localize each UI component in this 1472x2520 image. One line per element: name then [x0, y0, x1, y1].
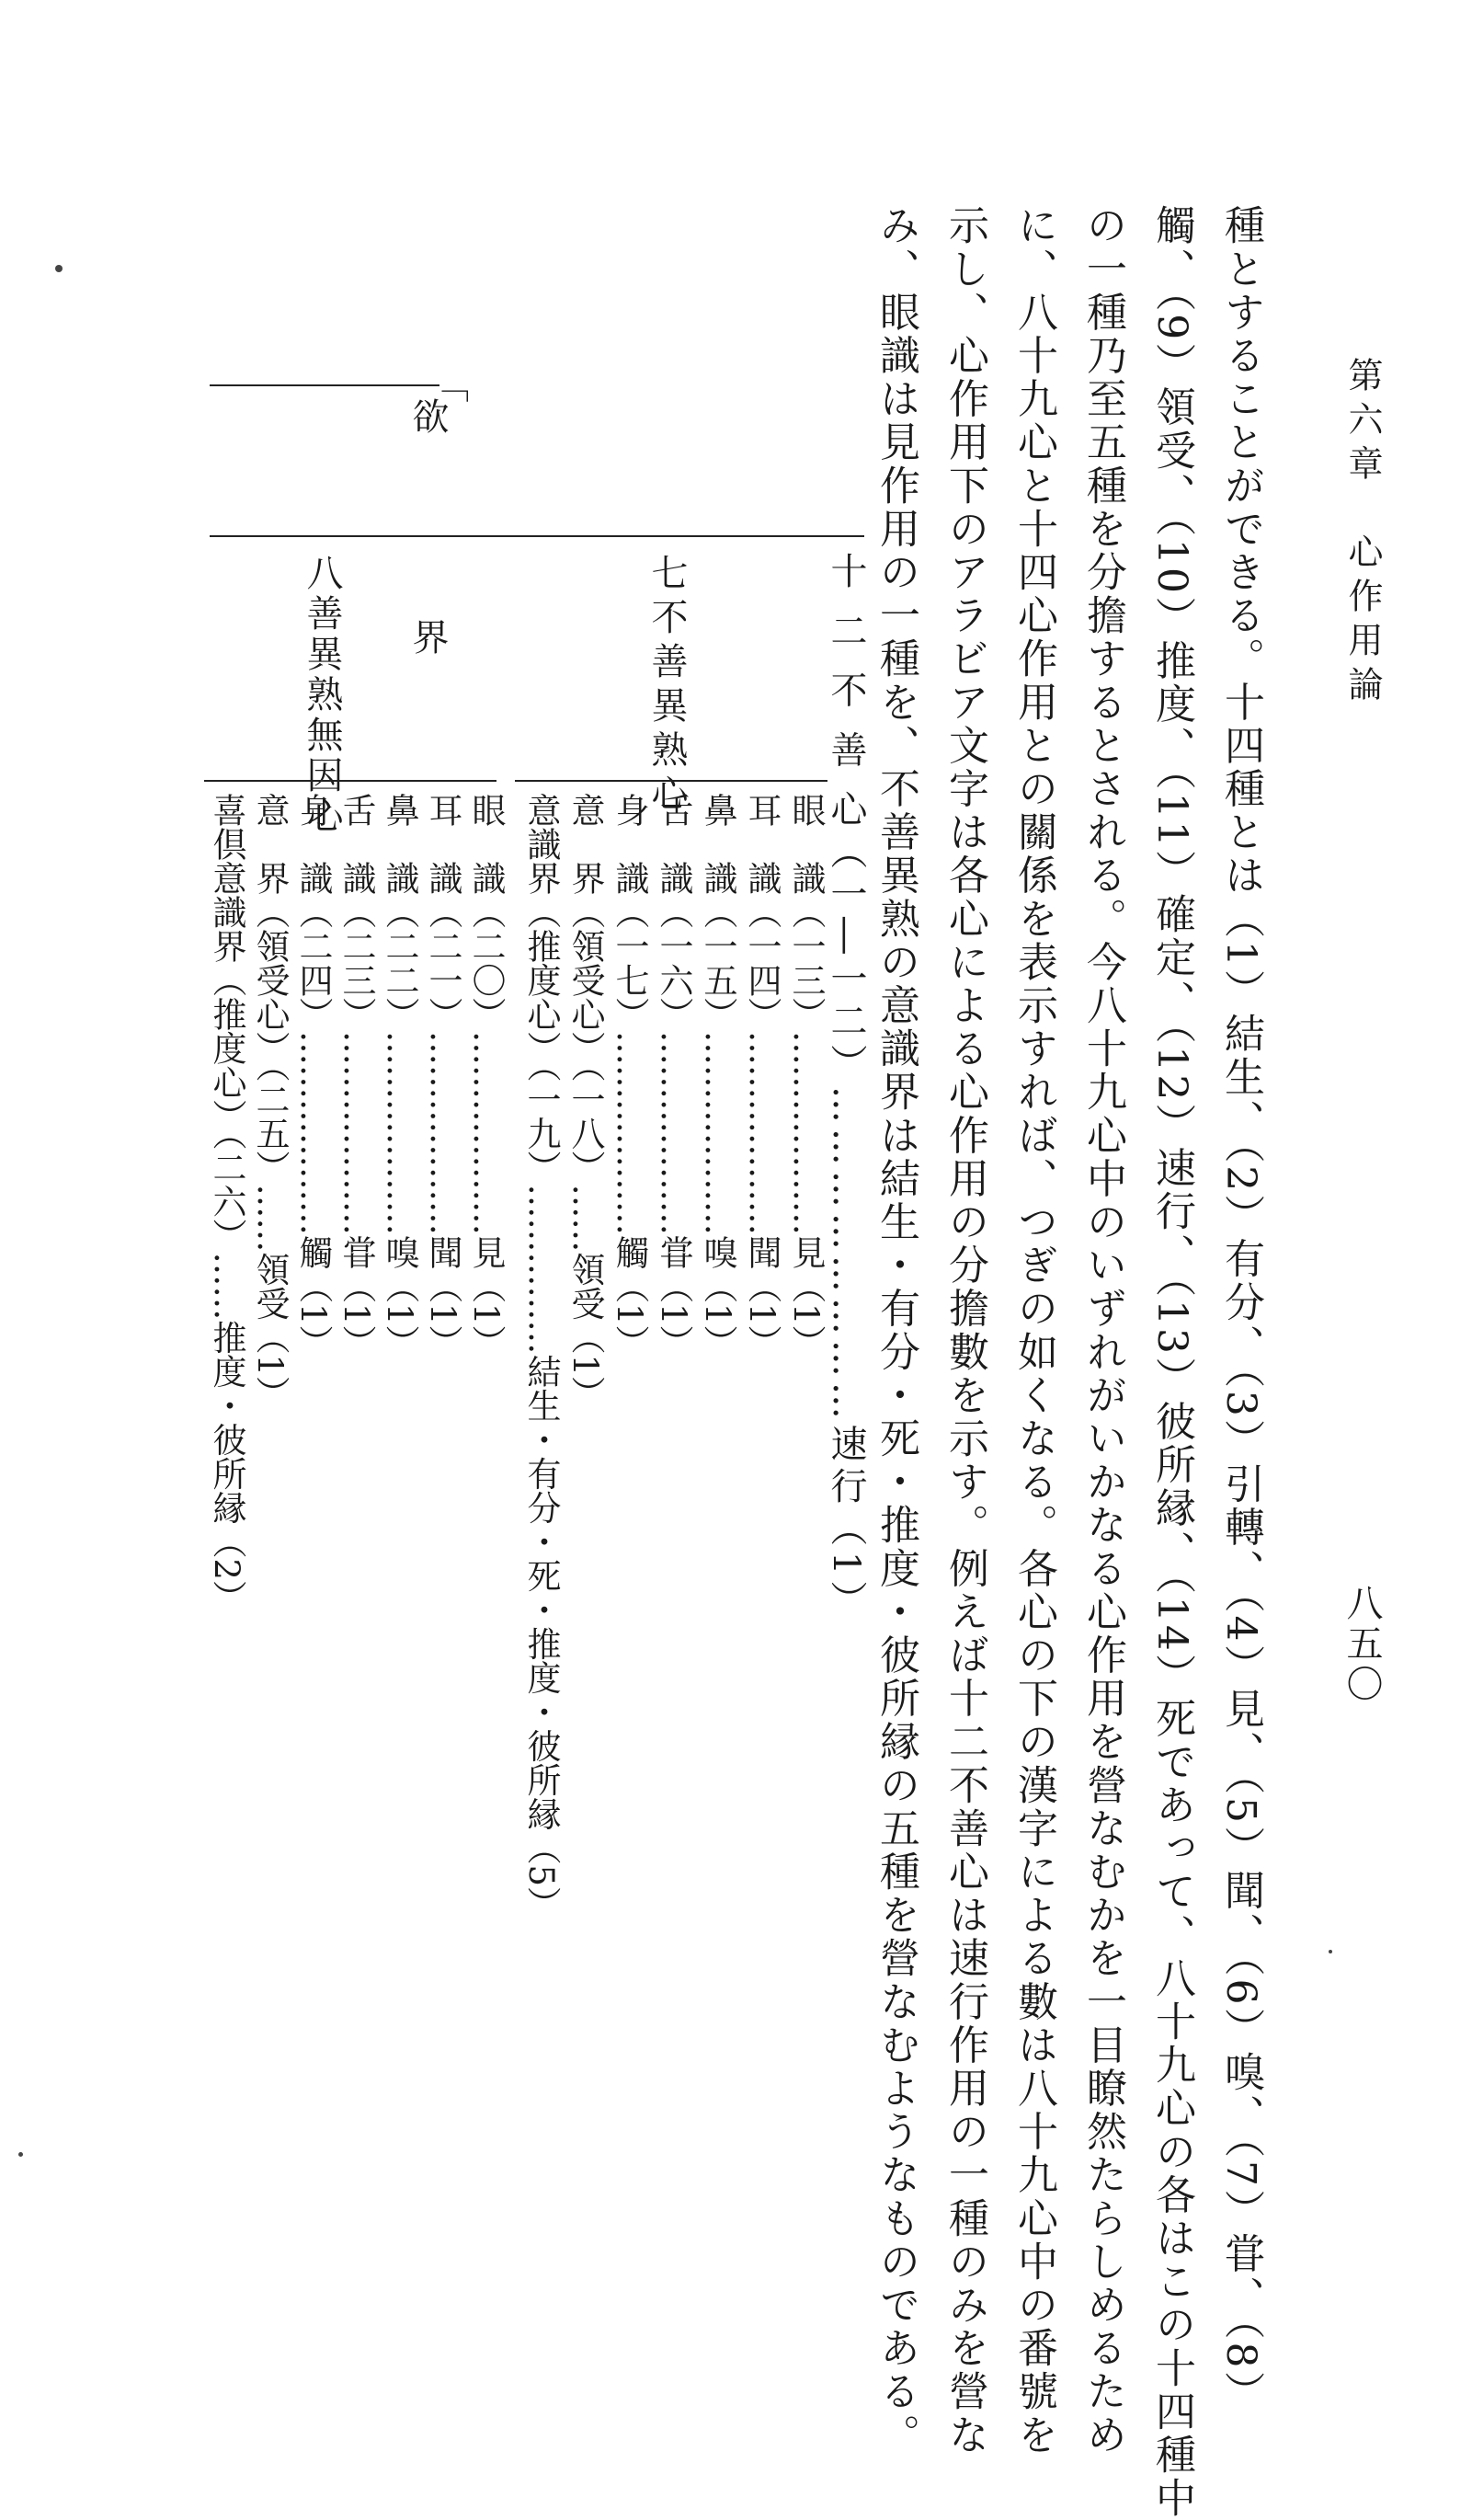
list-item: 意識界（推度心）（一九）……………結生・有分・死・推度・彼所縁（5） — [521, 793, 561, 1921]
body-column: に、八十九心と十四心作用との關係を表示すれば、つぎの如くなる。各心の下の漢字による數は八十九心中の番號を — [1010, 204, 1057, 2457]
body-column: 示し、心作用下のアラビア文字は各心による心作用の分擔數を示す。例えば十二不善心は速行作用の一種のみを營な — [941, 204, 988, 2457]
list-item: 喜倶意識界（推度心）（二六）……推度・彼所縁（2） — [207, 793, 246, 1615]
list-item: 意 界（領受心）（二五）……領受（1） — [250, 793, 290, 1411]
list-item: 舌 識（一六）………………甞（1） — [654, 793, 693, 1359]
scan-speck — [18, 2152, 23, 2157]
root-bracket-line — [210, 384, 439, 386]
body-column: み、眼識は見作用の一種を、不善異熟の意識界は結生・有分・死・推度・彼所縁の五種を營なむようなものである。 — [873, 204, 919, 2457]
body-column: 觸、（9）領受、（10）推度、（11）確定、（12）速行、（13）彼所縁、（14）死であって、八十九心の各はこの十四種中 — [1148, 204, 1195, 2520]
page-number: 八五〇 — [1341, 1584, 1383, 1705]
list-item: 意 界（領受心）（一八）……領受（1） — [565, 793, 605, 1411]
list-item: 身 識（一七）………………觸（1） — [610, 793, 649, 1359]
subgroup-bracket-line — [515, 780, 827, 782]
subgroup-bracket-line — [204, 780, 496, 782]
body-column: 種とすることができる。十四種とは（1）結生、（2）有分、（3）引轉、（4）見、（5）聞、（6）嗅、（7）甞、（8） — [1217, 204, 1264, 2414]
group-label-twelve-unwholesome: 十 二 不 善 心（一―一二）……………………速行（1） — [825, 552, 867, 1623]
root-bracket-tip: ﹁ — [432, 365, 469, 407]
body-column: の一種乃至五種を分擔するとされる。今八十九心中のいずれがいかなる心作用を營なむかを一目瞭然たらしめるため — [1079, 204, 1126, 2457]
root-label: 欲 界 — [406, 397, 449, 662]
group-bracket-line — [210, 535, 864, 537]
chapter-header: 第六章 心作用論 — [1342, 357, 1383, 710]
scan-speck — [55, 265, 63, 272]
list-item: 耳 識（二一）………………聞（1） — [423, 793, 462, 1359]
list-item: 鼻 識（二二）………………嗅（1） — [380, 793, 419, 1359]
list-item: 眼 識（二〇）………………見（1） — [466, 793, 506, 1359]
scan-speck — [1329, 1950, 1332, 1953]
list-item: 耳 識（一四）………………聞（1） — [742, 793, 782, 1359]
list-item: 眼 識（一三）………………見（1） — [786, 793, 826, 1359]
list-item: 身 識（二四）………………觸（1） — [293, 793, 333, 1359]
list-item: 舌 識（二三）………………甞（1） — [337, 793, 376, 1359]
group-label-seven-unwholesome-resultant: 七不善異熟心 — [645, 554, 688, 819]
group-label-eight-wholesome-resultant: 八善異熟無因心 — [301, 554, 343, 837]
list-item: 鼻 識（一五）………………嗅（1） — [698, 793, 737, 1359]
